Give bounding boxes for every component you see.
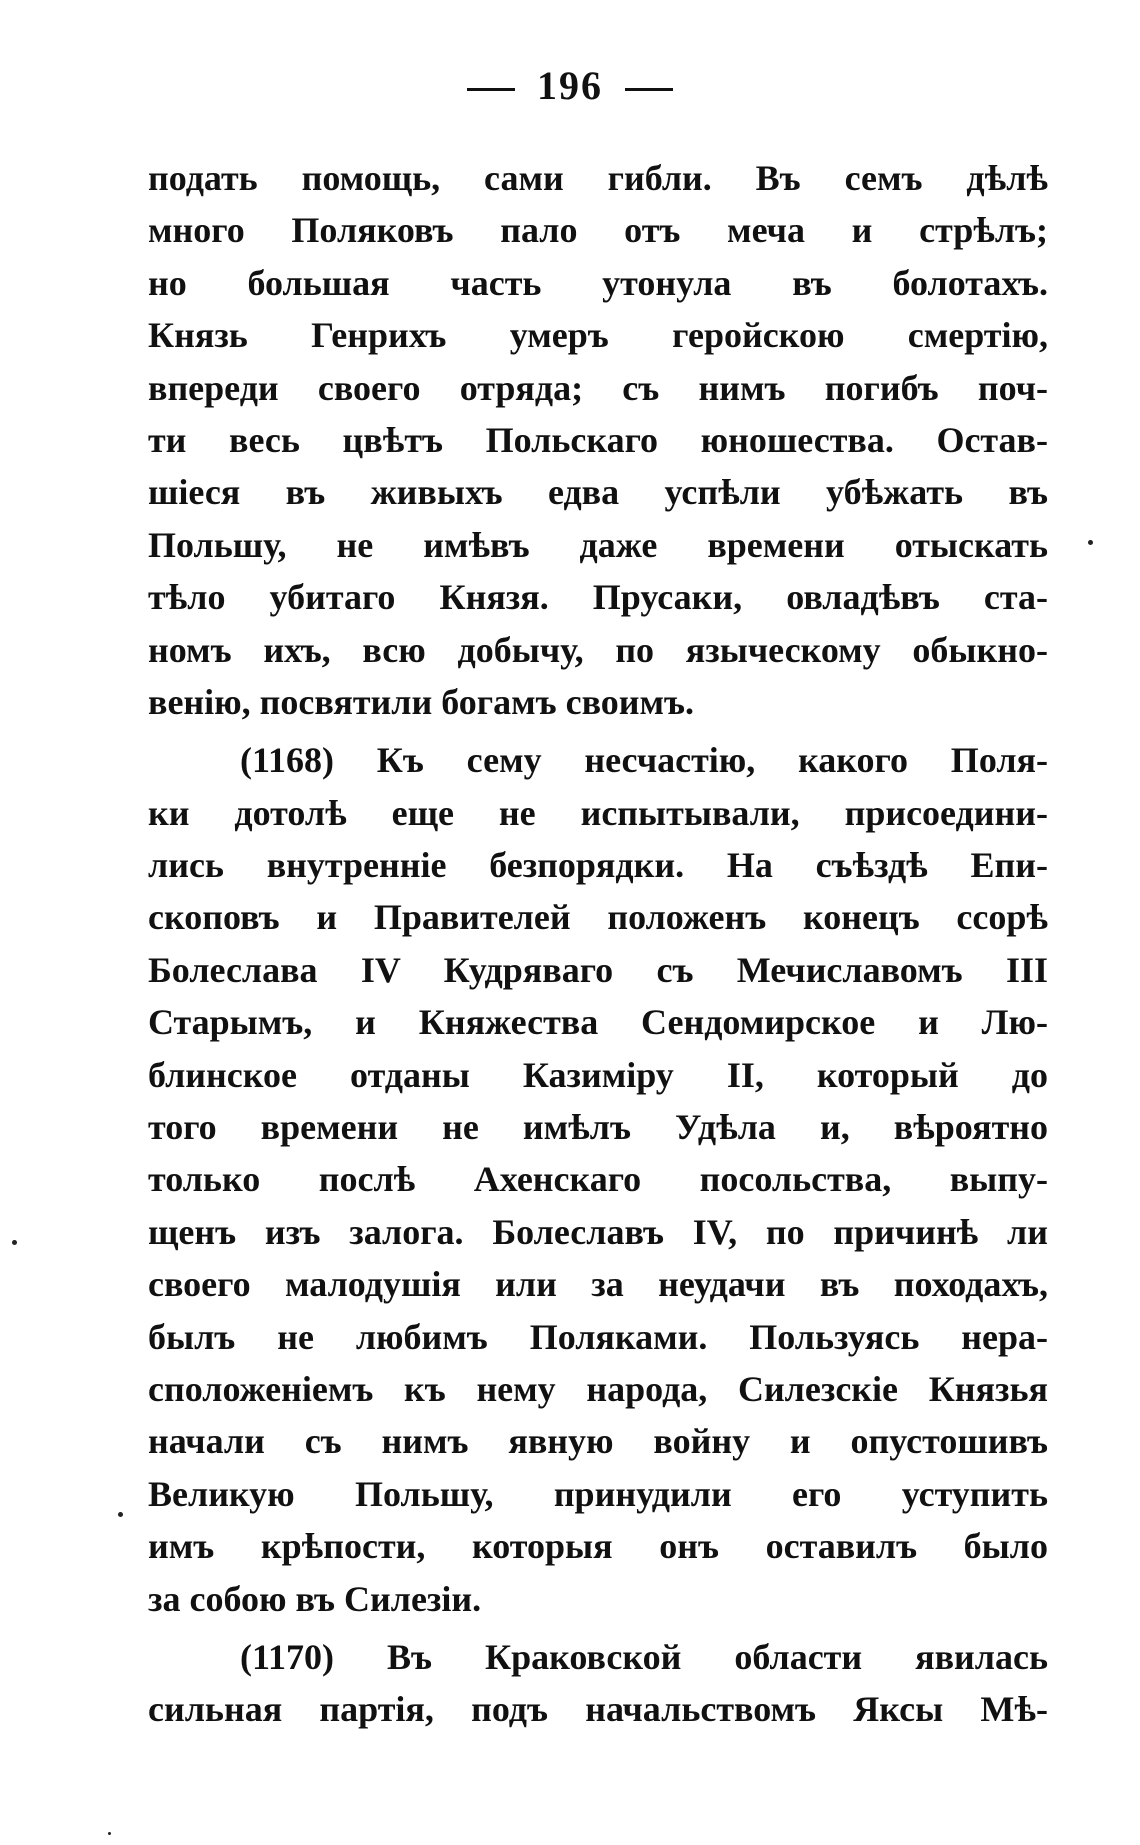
paragraph — [148, 152, 1048, 728]
text-line: но большая часть утонула въ болотахъ. — [148, 262, 1048, 303]
paragraph — [148, 1631, 1048, 1736]
scan-speck — [108, 1832, 111, 1835]
text-line: имъ крѣпости, которыя онъ оставилъ было — [148, 1526, 1048, 1567]
header-left-rule — [467, 88, 515, 91]
text-line: сильная партiя, подъ начальствомъ Яксы Мѣ- — [148, 1689, 1048, 1730]
text-line: венiю, посвятили богамъ своимъ. — [148, 681, 695, 722]
text-line: (1170) Въ Краковской области явилась — [240, 1636, 1048, 1677]
header-right-rule — [625, 88, 673, 91]
text-line: за собою въ Силезiи. — [148, 1578, 482, 1619]
text-line: впереди своего отряда; съ нимъ погибъ поч- — [148, 367, 1048, 408]
text-line: Болеслава IV Кудряваго съ Мечиславомъ III — [148, 949, 1048, 990]
text-line: своего малодушiя или за неудачи въ походахъ, — [148, 1264, 1048, 1305]
text-line: того времени не имѣлъ Удѣла и, вѣроятно — [148, 1107, 1048, 1148]
text-line: скоповъ и Правителей положенъ конецъ ссорѣ — [148, 897, 1048, 938]
paragraph — [148, 734, 1048, 1625]
text-line: Польшу, не имѣвъ даже времени отыскать — [148, 524, 1048, 565]
text-line: Старымъ, и Княжества Сендомирское и Лю- — [148, 1002, 1048, 1043]
body-text — [148, 152, 1048, 1736]
text-line: ти весь цвѣтъ Польскаго юношества. Остав- — [148, 419, 1048, 460]
page-header — [0, 62, 1140, 109]
text-line: щенъ изъ залога. Болеславъ IV, по причинѣ ли — [148, 1211, 1048, 1252]
page-number: 196 — [537, 63, 603, 108]
text-line: блинское отданы Казимiру II, который до — [148, 1054, 1048, 1095]
text-line: лись внутреннiе безпорядки. На съѣздѣ Епи- — [148, 845, 1048, 886]
text-line: только послѣ Ахенскаго посольства, выпу- — [148, 1159, 1048, 1200]
text-line: шiеся въ живыхъ едва успѣли убѣжать въ — [148, 472, 1048, 513]
scan-speck — [12, 1240, 17, 1245]
text-line: начали съ нимъ явную войну и опустошивъ — [148, 1421, 1048, 1462]
text-line: Князь Генрихъ умеръ геройскою смертiю, — [148, 315, 1048, 356]
scan-speck — [118, 1512, 123, 1517]
text-line: сположенiемъ къ нему народа, Силезскiе Князья — [148, 1368, 1048, 1409]
text-line: подать помощь, сами гибли. Въ семъ дѣлѣ — [148, 158, 1048, 198]
scan-speck — [1088, 540, 1093, 545]
text-line: былъ не любимъ Поляками. Пользуясь нера- — [148, 1316, 1048, 1357]
text-line: Великую Польшу, принудили его уступить — [148, 1473, 1048, 1514]
text-line: ки дотолѣ еще не испытывали, присоедини- — [148, 792, 1048, 833]
text-line: много Поляковъ пало отъ меча и стрѣлъ; — [148, 210, 1048, 251]
text-line: (1168) Къ сему несчастiю, какого Поля- — [240, 740, 1048, 781]
text-line: номъ ихъ, всю добычу, по языческому обыкно- — [148, 629, 1048, 670]
text-line: тѣло убитаго Князя. Прусаки, овладѣвъ ста- — [148, 577, 1048, 618]
